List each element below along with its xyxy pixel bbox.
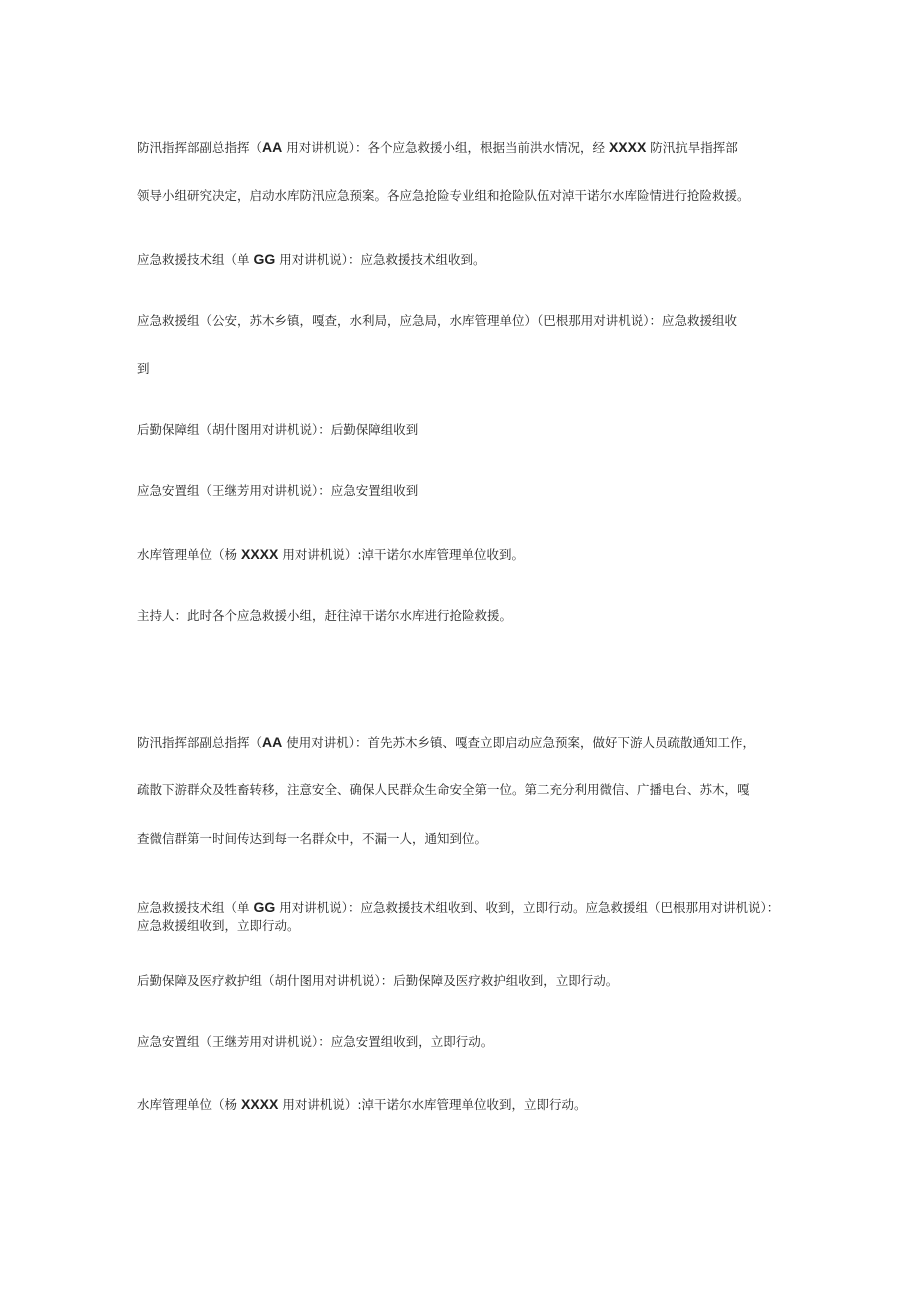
paragraph-9: 应急救援技术组（单 GG 用对讲机说）：应急救援技术组收到、收到，立即行动。应急救援组（巴根那用对讲机说）：应急救援组收到，立即行动。	[137, 899, 780, 933]
paragraph-1-line-2: 领导小组研究决定，启动水库防汛应急预案。各应急抢险专业组和抢险队伍对淖干诺尔水库险情进行抢险救援。	[137, 188, 750, 203]
paragraph-10: 后勤保障及医疗救护组（胡什图用对讲机说）：后勤保障及医疗救护组收到，立即行动。	[137, 973, 619, 988]
paragraph-8-line-3: 查微信群第一时间传达到每一名群众中，不漏一人，通知到位。	[137, 831, 488, 846]
paragraph-3-line-1: 应急救援组（公安，苏木乡镇，嘎查，水利局，应急局，水库管理单位）（巴根那用对讲机说）：应急救援组收	[137, 313, 738, 328]
paragraph-2: 应急救援技术组（单 GG 用对讲机说）：应急救援技术组收到。	[137, 251, 486, 267]
paragraph-11: 应急安置组（王继芳用对讲机说）：应急安置组收到，立即行动。	[137, 1034, 494, 1049]
paragraph-1-line-1: 防汛指挥部副总指挥（AA 用对讲机说）：各个应急救援小组，根据当前洪水情况，经 XXXX 防汛抗旱指挥部	[137, 139, 738, 155]
paragraph-8-line-2: 疏散下游群众及牲畜转移，注意安全、确保人民群众生命安全第一位。第二充分利用微信、广播电台、苏木，嘎	[137, 782, 750, 797]
paragraph-7: 主持人：此时各个应急救援小组，赶往淖干诺尔水库进行抢险救援。	[137, 608, 513, 623]
paragraph-8-line-1: 防汛指挥部副总指挥（AA 使用对讲机）：首先苏木乡镇、嘎查立即启动应急预案，做好下游人员疏散通知工作，	[137, 734, 755, 750]
paragraph-5: 应急安置组（王继芳用对讲机说）：应急安置组收到	[137, 483, 419, 498]
paragraph-6: 水库管理单位（杨 XXXX 用对讲机说）:淖干诺尔水库管理单位收到。	[137, 546, 525, 562]
paragraph-3-line-2: 到	[137, 361, 150, 376]
paragraph-12: 水库管理单位（杨 XXXX 用对讲机说）:淖干诺尔水库管理单位收到，立即行动。	[137, 1096, 587, 1112]
paragraph-4: 后勤保障组（胡什图用对讲机说）：后勤保障组收到	[137, 422, 419, 437]
